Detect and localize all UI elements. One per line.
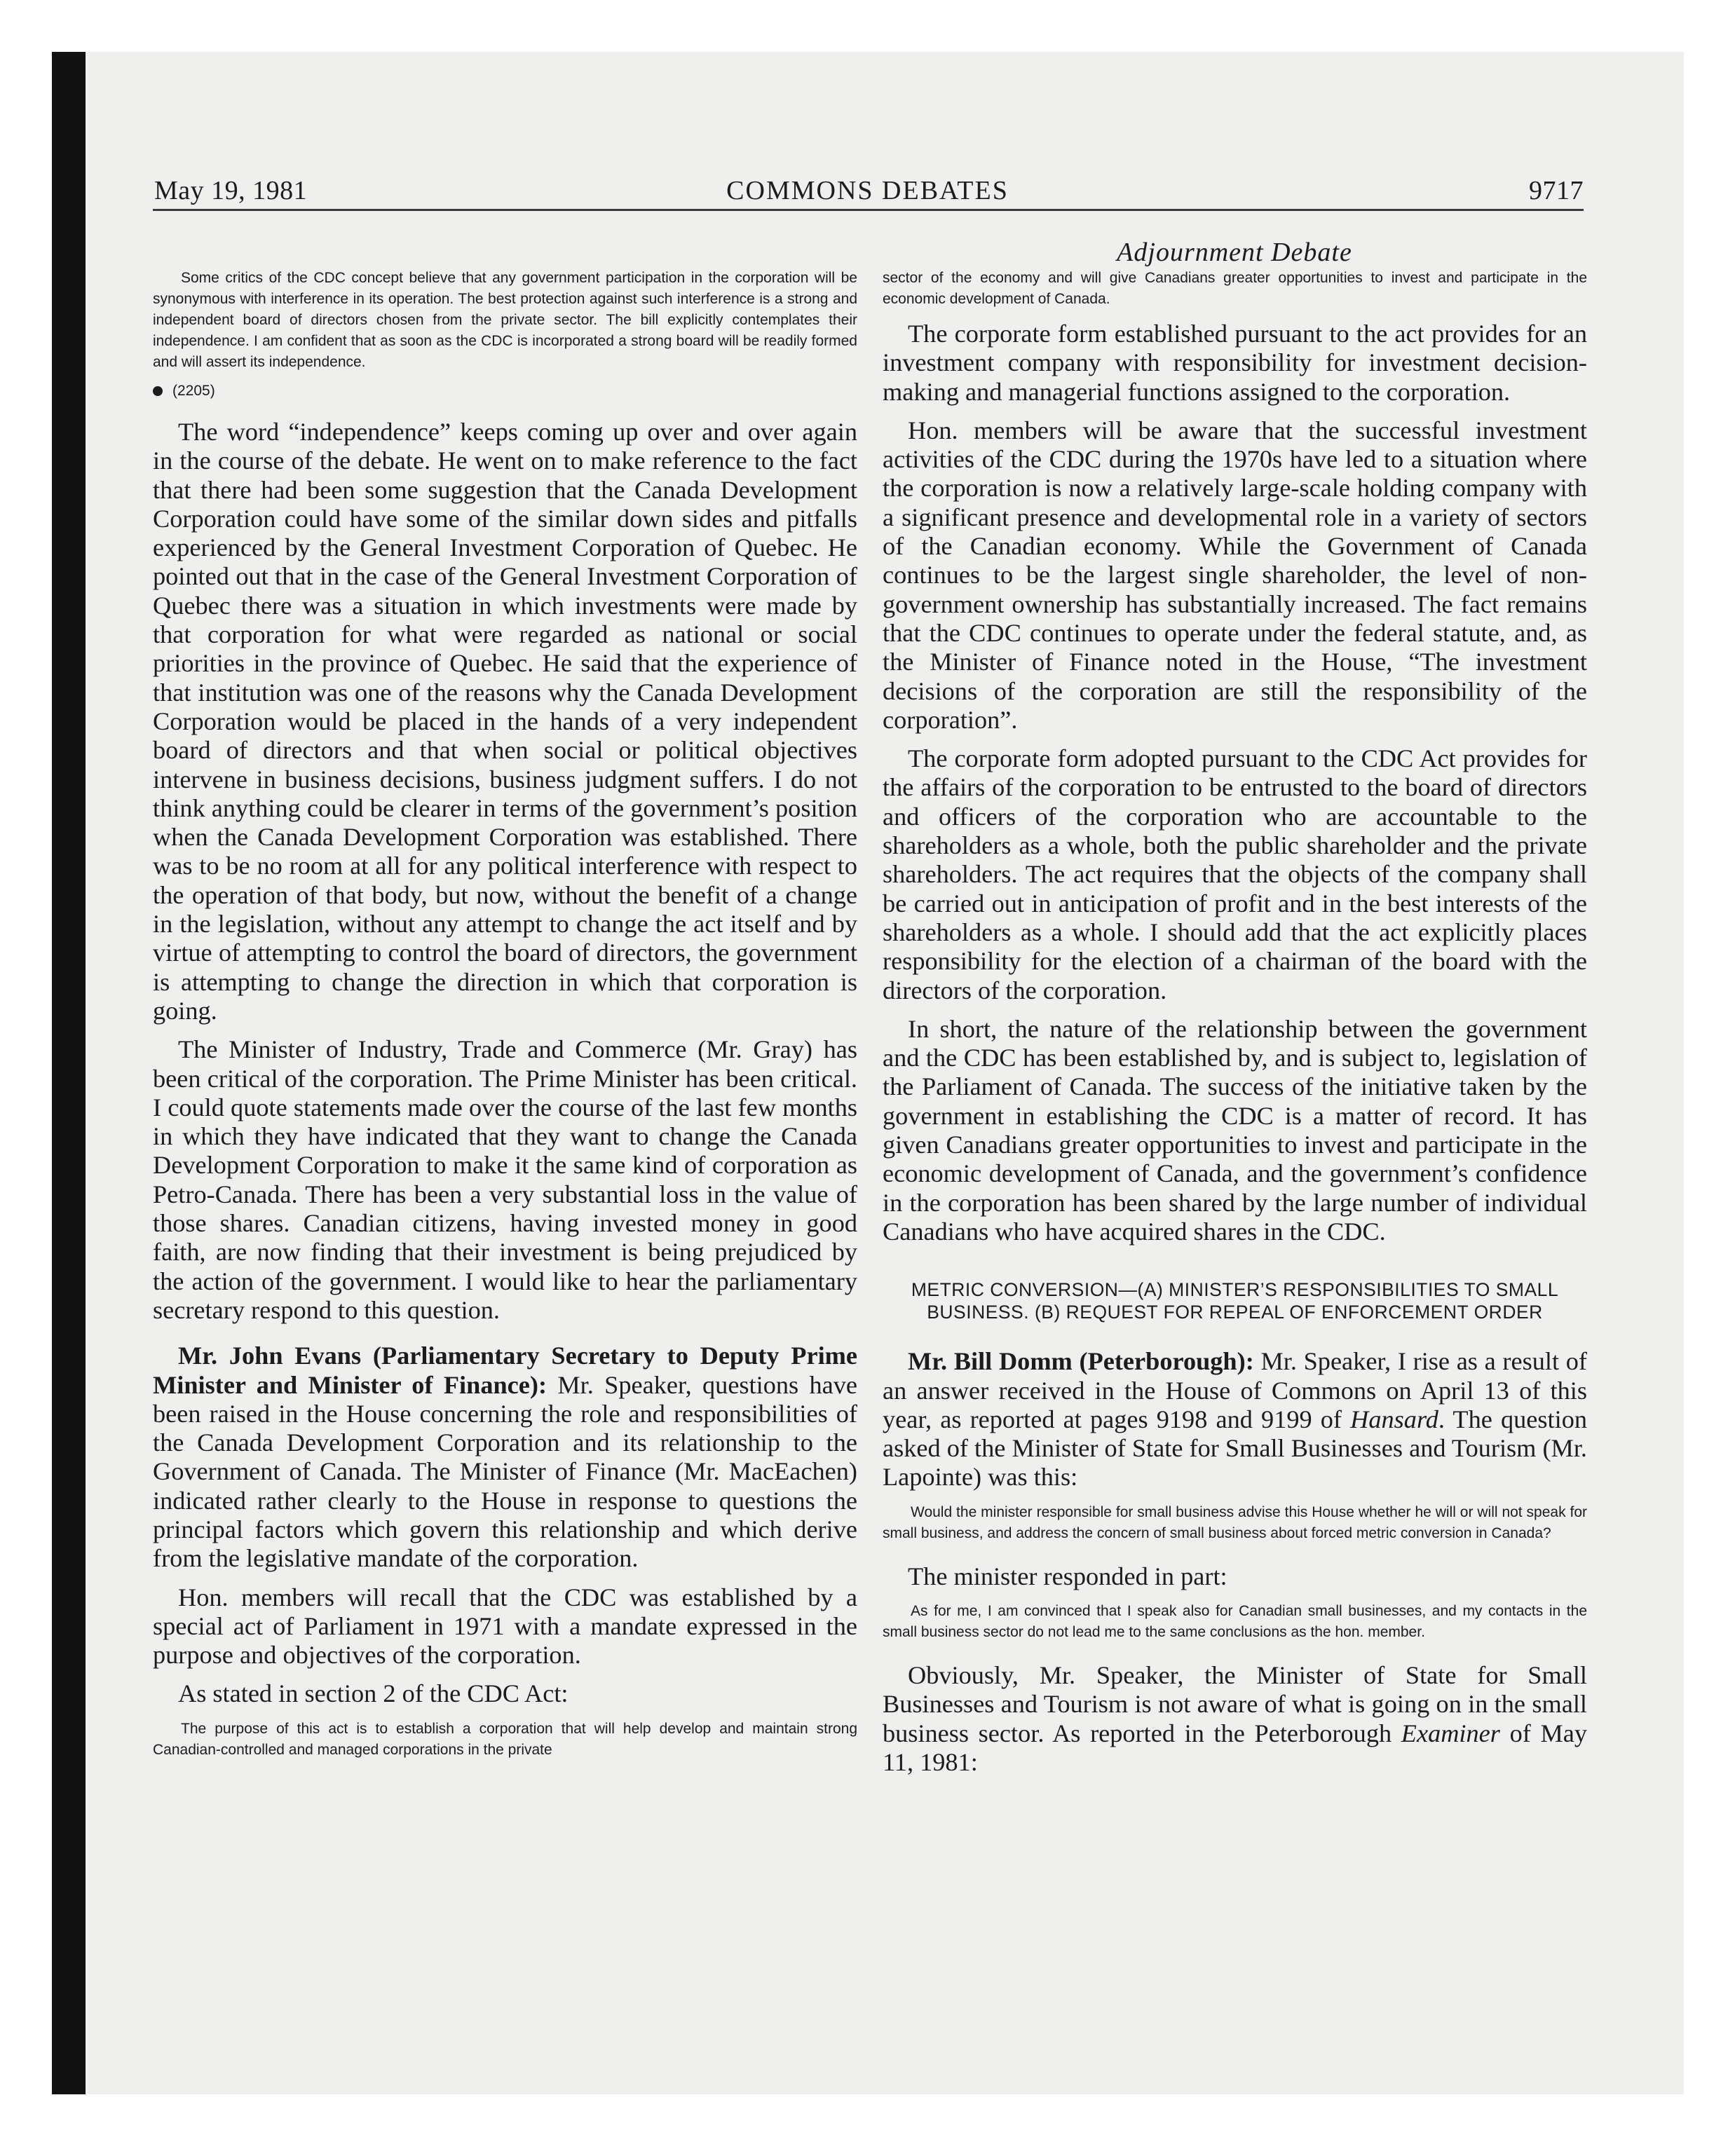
block-quote-continued: sector of the economy and will give Canadians greater opportunities to invest and participate in the economic development of Canada. (883, 270, 1587, 307)
paragraph: The corporate form established pursuant to the act provides for an investment company with responsibility for investment decision-making and managerial functions assigned to the corporation. (883, 320, 1587, 406)
page-number: 9717 (1529, 176, 1584, 205)
block-quote: The purpose of this act is to establish a corporation that will help develop and maintain strong Canadian-controlled and managed corporations in the private (153, 1720, 857, 1758)
speaker-name: Mr. Bill Domm (Peterborough): (908, 1347, 1254, 1376)
time-marker-label: (2205) (172, 383, 215, 399)
speech-text: Mr. Speaker, I rise as a result of an answer received in the House of Commons on April 13 of this year, as reported at pages 9198 and 9199 of (883, 1347, 1587, 1433)
section-running-head: Adjournment Debate (1117, 238, 1352, 267)
speaker-name: Mr. John Evans (Parliamentary Secretary to Deputy Prime Minister and Minister of Finance): (153, 1342, 857, 1399)
speech-text: . The question asked of the Minister of State for Small Businesses and Tourism (Mr. Lapointe) was this: (883, 1405, 1587, 1492)
paragraph-text: Obviously, Mr. Speaker, the Minister of State for Small Businesses and Tourism is not aware of what is going on in the small business sector. As reported in the Peterborough (883, 1660, 1587, 1747)
paragraph: The corporate form adopted pursuant to the CDC Act provides for the affairs of the corporation to be entrusted to the board of directors and officers of the corporation who are accountable to the shareholders as a whole, both the public shareholder and the private shareholders. The act requires that the objects of the company shall be carried out in anticipation of profit and in the best interests of the shareholders as a whole. I should add that the act explicitly places responsibility for the election of a chairman of the board with the directors of the corporation. (883, 744, 1587, 1004)
header-rule (153, 209, 1584, 211)
scan-binding-edge (52, 52, 86, 2094)
paragraph: The minister responded in part: (908, 1562, 1227, 1590)
left-column (153, 268, 857, 1770)
publication-name: Hansard (1350, 1405, 1438, 1433)
time-marker (153, 383, 857, 400)
block-quote: Would the minister responsible for small business advise this House whether he will or will not speak for small business, and address the concern of small business about forced metric conversion in Canada? (883, 1503, 1587, 1541)
publication-title: COMMONS DEBATES (726, 176, 1009, 205)
right-column (883, 268, 1587, 1787)
paragraph: As stated in section 2 of the CDC Act: (178, 1679, 569, 1708)
paragraph: In short, the nature of the relationship between the government and the CDC has been established by, and is subject to, legislation of the Parliament of Canada. The success of the initiative taken by the government in establishing the CDC is a matter of record. It has given Canadians greater opportunities to invest and participate in the economic development of Canada, and the government’s confidence in the corporation has been shared by the large number of individual Canadians who have acquired shares in the CDC. (883, 1014, 1587, 1246)
paragraph: Hon. members will recall that the CDC was established by a special act of Parliament in 1971 with a mandate expressed in the purpose and objectives of the corporation. (153, 1583, 857, 1670)
paragraph: The word “independence” keeps coming up over and over again in the course of the debate. He went on to make reference to the fact that there had been some suggestion that the Canada Development Corporation could have some of the similar down sides and pitfalls experienced by the General Investment Corporation of Quebec. He pointed out that in the case of the General Investment Corporation of Quebec there was a situation in which investments were made by that corporation for what were regarded as national or social priorities in the province of Quebec. He said that the experience of that institution was one of the reasons why the Canada Development Corporation would be placed in the hands of a very independent board of directors and that when social or political objectives intervene in business decisions, business judgment suffers. I do not think anything could be clearer in terms of the government’s position when the Canada Development Corporation was established. There was to be no room at all for any political interference with respect to the operation of that body, but now, without the benefit of a change in the legislation, without any attempt to change the act itself and by virtue of attempting to control the board of directors, the government is attempting to change the direction in which that corporation is going. (153, 418, 857, 1025)
paragraph: Hon. members will be aware that the successful investment activities of the CDC during the 1970s have led to a situation where the corporation is now a relatively large-scale holding company with a significant presence and developmental role in a variety of sectors of the Canadian economy. While the Government of Canada continues to be the largest single shareholder, the level of non-government ownership has substantially increased. The fact remains that the CDC continues to operate under the federal statute, and, as the Minister of Finance noted in the House, “The investment decisions of the corporation are still the responsibility of the corporation”. (883, 416, 1587, 734)
bullet-icon (153, 386, 163, 396)
section-heading: METRIC CONVERSION—(A) MINISTER’S RESPONSIBILITIES TO SMALL BUSINESS. (B) REQUEST FOR REPEAL OF ENFORCEMENT ORDER (911, 1279, 1559, 1323)
speech-paragraph (883, 1347, 1587, 1492)
block-quote: As for me, I am convinced that I speak also for Canadian small businesses, and my contacts in the small business sector do not lead me to the same conclusions as the hon. member. (883, 1602, 1587, 1640)
paragraph-text: of May 11, 1981: (883, 1719, 1587, 1776)
page-date: May 19, 1981 (154, 176, 308, 205)
publication-name: Examiner (1401, 1719, 1500, 1747)
paragraph (883, 1661, 1587, 1777)
block-quote: Some critics of the CDC concept believe that any government participation in the corporation will be synonymous with interference in its operation. The best protection against such interference is a strong and independent board of directors chosen from the private sector. The bill explicitly contemplates their independence. I am confident that as soon as the CDC is incorporated a strong board will be readily formed and will assert its independence. (153, 270, 857, 370)
speech-paragraph (153, 1342, 857, 1573)
speech-text: Mr. Speaker, questions have been raised in the House concerning the role and responsibilities of the Canada Development Corporation and its relationship to the Government of Canada. The Minister of Finance (Mr. MacEachen) indicated rather clearly to the House in response to questions the principal factors which govern this relationship and which derive from the legislative mandate of the corporation. (153, 1370, 857, 1573)
paragraph: The Minister of Industry, Trade and Commerce (Mr. Gray) has been critical of the corporation. The Prime Minister has been critical. I could quote statements made over the course of the last few months in which they have indicated that they want to change the Canada Development Corporation to make it the same kind of corporation as Petro-Canada. There has been a very substantial loss in the value of those shares. Canadian citizens, having invested money in good faith, are now finding that their investment is being prejudiced by the action of the government. I would like to hear the parliamentary secretary respond to this question. (153, 1035, 857, 1324)
